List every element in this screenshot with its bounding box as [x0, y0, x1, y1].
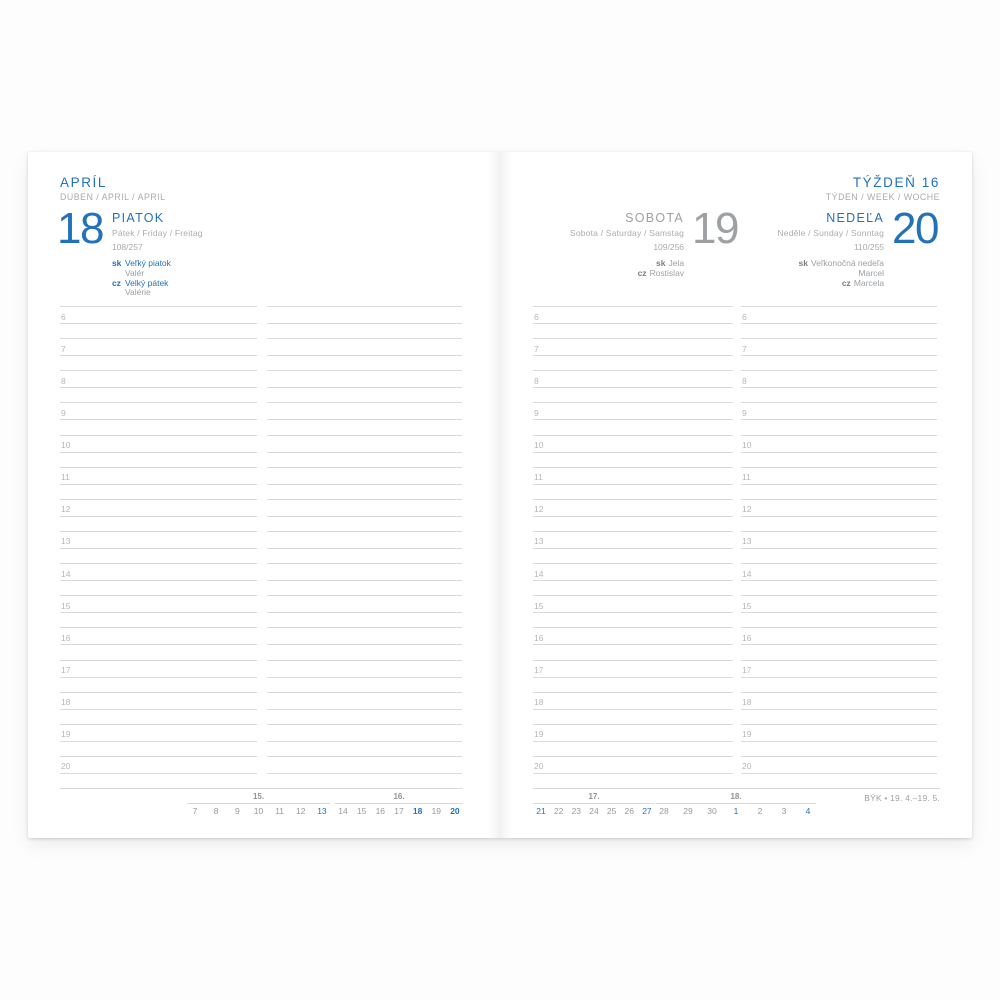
hour-ruled-line — [267, 773, 462, 774]
week-label: 16. — [335, 790, 463, 804]
hour-ruled-line — [741, 612, 937, 613]
hour-row — [60, 563, 257, 595]
hour-ruled-line — [741, 741, 937, 742]
hour-row — [60, 499, 257, 531]
day-cell: 28 — [659, 806, 669, 816]
holiday-text: Marcel — [858, 267, 885, 278]
hour-ruled-line — [60, 709, 257, 710]
hour-label: 16 — [534, 632, 544, 643]
friday-meta — [103, 209, 203, 298]
day-cell: 20 — [450, 806, 460, 816]
hour-ruled-line — [533, 741, 733, 742]
hour-row — [267, 595, 462, 627]
hour-ruled-line — [267, 612, 462, 613]
hour-row — [267, 627, 462, 659]
hour-row — [60, 531, 257, 563]
friday-hour-grid-right — [267, 306, 462, 788]
hour-ruled-line — [533, 516, 733, 517]
hour-ruled-line — [60, 419, 257, 420]
holiday-lang-label: sk — [798, 258, 809, 268]
hour-row — [533, 660, 733, 692]
hour-row — [741, 467, 937, 499]
hour-row — [60, 627, 257, 659]
day-cell: 4 — [805, 806, 811, 816]
hour-label: 11 — [61, 472, 70, 483]
hour-label: 15 — [534, 600, 544, 611]
holiday-text: Velký pátek — [124, 277, 169, 288]
hour-row — [267, 402, 462, 434]
hour-row — [60, 724, 257, 756]
hour-ruled-line — [741, 484, 937, 485]
week-group — [187, 790, 330, 816]
hour-ruled-line — [741, 677, 937, 678]
hour-ruled-line — [533, 612, 733, 613]
day-cell: 10 — [253, 806, 264, 816]
day-cell: 2 — [757, 806, 763, 816]
hour-label: 15 — [742, 600, 752, 611]
hour-row — [267, 563, 462, 595]
holiday-text: Jela — [668, 258, 685, 268]
hour-row — [267, 499, 462, 531]
hour-ruled-line — [741, 452, 937, 453]
saturday-header — [533, 204, 738, 279]
hour-row — [533, 306, 733, 338]
hour-row — [533, 756, 733, 788]
hour-row — [267, 692, 462, 724]
hour-ruled-line — [533, 709, 733, 710]
hour-ruled-line — [60, 355, 257, 356]
week-label: 17. — [533, 790, 655, 804]
day-cell: 25 — [606, 806, 617, 816]
saturday-day-name: SOBOTA — [625, 211, 685, 225]
hour-label: 8 — [742, 375, 747, 386]
holiday-text: Veľký piatok — [124, 258, 171, 268]
hour-row — [533, 627, 733, 659]
hour-ruled-line — [741, 580, 937, 581]
hour-ruled-line — [60, 516, 257, 517]
day-cell: 29 — [683, 806, 693, 816]
hour-row — [533, 563, 733, 595]
sunday-header — [741, 204, 938, 288]
hour-ruled-line — [267, 355, 462, 356]
hour-label: 18 — [534, 697, 544, 708]
hour-label: 13 — [534, 536, 544, 547]
hour-ruled-line — [267, 419, 462, 420]
zodiac-note: BÝK • 19. 4.–19. 5. — [864, 793, 940, 803]
week-title: TÝŽDEŇ 16 — [852, 175, 940, 190]
holiday-line — [777, 279, 884, 289]
day-cell: 17 — [394, 806, 404, 816]
hour-ruled-line — [533, 387, 733, 388]
hour-ruled-line — [267, 387, 462, 388]
day-cell: 7 — [192, 806, 198, 816]
hour-ruled-line — [533, 773, 733, 774]
hour-ruled-line — [60, 323, 257, 324]
hour-label: 9 — [742, 407, 747, 418]
day-cell: 26 — [624, 806, 635, 816]
hour-row — [60, 660, 257, 692]
hour-row — [741, 402, 937, 434]
saturday-day-of-year: 109/256 — [653, 242, 685, 252]
hour-label: 10 — [742, 440, 752, 451]
day-cell: 21 — [536, 806, 546, 816]
hour-label: 18 — [742, 697, 752, 708]
hour-label: 16 — [742, 632, 752, 643]
sunday-day-of-year: 110/255 — [853, 242, 885, 252]
sunday-day-subtitle: Neděle / Sunday / Sonntag — [777, 228, 885, 238]
day-cell: 3 — [781, 806, 787, 816]
hour-ruled-line — [267, 452, 462, 453]
hour-ruled-line — [533, 323, 733, 324]
friday-day-number: 18 — [57, 204, 103, 253]
hour-ruled-line — [741, 644, 937, 645]
hour-label: 8 — [61, 375, 66, 386]
holiday-text: Marcela — [853, 277, 885, 288]
hour-ruled-line — [741, 323, 937, 324]
month-title: APRÍL — [60, 175, 108, 190]
saturday-hour-grid — [533, 306, 733, 788]
hour-label: 18 — [61, 697, 71, 708]
sunday-meta — [777, 209, 892, 288]
hour-row — [533, 692, 733, 724]
hour-label: 7 — [742, 343, 747, 354]
hour-row — [533, 595, 733, 627]
week-days — [335, 804, 463, 816]
hour-label: 8 — [534, 375, 539, 386]
day-cell: 1 — [733, 806, 739, 816]
hour-label: 7 — [534, 343, 539, 354]
left-page — [28, 152, 500, 838]
saturday-day-number: 19 — [692, 204, 738, 253]
hour-row — [533, 499, 733, 531]
day-cell: 15 — [356, 806, 367, 816]
hour-row — [267, 306, 462, 338]
hour-row — [60, 338, 257, 370]
friday-hour-grid-left — [60, 306, 257, 788]
hour-label: 12 — [742, 504, 752, 515]
hour-label: 12 — [61, 504, 71, 515]
hour-ruled-line — [533, 677, 733, 678]
zodiac-row — [533, 788, 940, 820]
hour-label: 11 — [742, 472, 751, 483]
hour-ruled-line — [741, 709, 937, 710]
hour-label: 12 — [534, 504, 544, 515]
holiday-text: Rostislav — [649, 267, 685, 278]
hour-ruled-line — [60, 644, 257, 645]
hour-label: 19 — [61, 729, 71, 740]
hour-row — [741, 660, 937, 692]
holiday-line — [570, 269, 684, 279]
hour-ruled-line — [533, 452, 733, 453]
hour-row — [741, 499, 937, 531]
hour-row — [267, 338, 462, 370]
hour-label: 20 — [61, 761, 71, 772]
hour-ruled-line — [60, 773, 257, 774]
week-days — [187, 804, 330, 816]
hour-ruled-line — [60, 452, 257, 453]
hour-ruled-line — [60, 677, 257, 678]
hour-row — [741, 531, 937, 563]
hour-row — [741, 435, 937, 467]
hour-row — [267, 435, 462, 467]
hour-ruled-line — [60, 484, 257, 485]
hour-ruled-line — [267, 548, 462, 549]
holiday-line — [112, 288, 203, 298]
hour-ruled-line — [267, 644, 462, 645]
hour-ruled-line — [741, 548, 937, 549]
friday-day-subtitle: Pátek / Friday / Freitag — [111, 228, 203, 238]
hour-ruled-line — [60, 387, 257, 388]
hour-row — [741, 692, 937, 724]
hour-label: 6 — [534, 311, 539, 322]
hour-label: 20 — [742, 761, 752, 772]
hour-row — [267, 724, 462, 756]
hour-label: 10 — [61, 440, 71, 451]
hour-label: 14 — [534, 568, 544, 579]
hour-ruled-line — [60, 741, 257, 742]
friday-holiday-list — [112, 259, 203, 298]
holiday-lang-label: cz — [841, 277, 851, 288]
hour-row — [60, 370, 257, 402]
friday-day-name: PIATOK — [111, 211, 165, 225]
planner-sheet — [28, 152, 972, 838]
day-cell: 30 — [707, 806, 717, 816]
hour-label: 17 — [534, 665, 544, 676]
holiday-lang-label: cz — [111, 277, 121, 288]
hour-label: 14 — [61, 568, 71, 579]
sunday-hour-grid — [741, 306, 937, 788]
holiday-lang-label: sk — [111, 258, 122, 268]
hour-ruled-line — [267, 323, 462, 324]
day-cell: 16 — [375, 806, 386, 816]
hour-row — [60, 435, 257, 467]
week-label: 18. — [656, 790, 816, 804]
holiday-text: Valérie — [124, 287, 151, 298]
hour-ruled-line — [60, 580, 257, 581]
hour-label: 6 — [61, 311, 66, 322]
hour-ruled-line — [267, 677, 462, 678]
hour-ruled-line — [533, 580, 733, 581]
day-cell: 18 — [412, 806, 423, 816]
hour-row — [267, 531, 462, 563]
hour-row — [533, 402, 733, 434]
hour-ruled-line — [741, 773, 937, 774]
hour-label: 9 — [534, 407, 539, 418]
hour-ruled-line — [741, 516, 937, 517]
saturday-meta — [570, 209, 692, 279]
hour-row — [741, 595, 937, 627]
hour-row — [741, 724, 937, 756]
week-label: 15. — [187, 790, 330, 804]
sunday-day-number: 20 — [892, 204, 938, 253]
hour-label: 7 — [61, 343, 66, 354]
hour-row — [60, 306, 257, 338]
hour-row — [60, 692, 257, 724]
hour-row — [533, 435, 733, 467]
hour-row — [267, 660, 462, 692]
holiday-text: Valér — [124, 267, 145, 278]
hour-label: 16 — [61, 632, 71, 643]
saturday-day-subtitle: Sobota / Saturday / Samstag — [569, 228, 685, 238]
hour-label: 19 — [534, 729, 544, 740]
hour-row — [741, 627, 937, 659]
week-subtitle: TÝDEN / WEEK / WOCHE — [825, 192, 940, 202]
hour-label: 13 — [61, 536, 71, 547]
day-cell: 23 — [571, 806, 582, 816]
sunday-holiday-list — [777, 259, 884, 288]
hour-ruled-line — [267, 580, 462, 581]
right-page — [500, 152, 972, 838]
day-cell: 24 — [589, 806, 599, 816]
holiday-lang-label: cz — [637, 267, 647, 278]
hour-label: 17 — [61, 665, 71, 676]
week-group — [335, 790, 463, 816]
hour-label: 9 — [61, 407, 66, 418]
mini-calendar-left — [60, 788, 463, 820]
hour-row — [60, 595, 257, 627]
sunday-day-name: NEDEĽA — [826, 211, 885, 225]
saturday-holiday-list — [570, 259, 684, 279]
hour-ruled-line — [533, 548, 733, 549]
friday-day-of-year: 108/257 — [111, 242, 143, 252]
day-cell: 22 — [553, 806, 564, 816]
hour-row — [267, 467, 462, 499]
hour-ruled-line — [533, 355, 733, 356]
hour-label: 15 — [61, 600, 71, 611]
hour-row — [533, 338, 733, 370]
hour-row — [741, 756, 937, 788]
day-cell: 8 — [213, 806, 219, 816]
day-cell: 13 — [317, 806, 327, 816]
hour-row — [741, 370, 937, 402]
hour-ruled-line — [267, 484, 462, 485]
hour-row — [533, 724, 733, 756]
hour-label: 20 — [534, 761, 544, 772]
hour-label: 19 — [742, 729, 752, 740]
hour-ruled-line — [741, 387, 937, 388]
hour-ruled-line — [741, 355, 937, 356]
hour-label: 13 — [742, 536, 752, 547]
holiday-lang-label: sk — [655, 258, 666, 268]
month-subtitle: DUBEN / APRIL / APRIL — [60, 192, 166, 202]
day-cell: 11 — [275, 806, 285, 816]
hour-ruled-line — [60, 612, 257, 613]
hour-row — [60, 402, 257, 434]
hour-row — [267, 756, 462, 788]
holiday-text: Veľkonočná nedeľa — [811, 258, 885, 268]
hour-ruled-line — [267, 709, 462, 710]
day-cell: 19 — [431, 806, 442, 816]
hour-row — [741, 338, 937, 370]
hour-ruled-line — [267, 741, 462, 742]
hour-row — [533, 531, 733, 563]
hour-ruled-line — [741, 419, 937, 420]
hour-row — [60, 756, 257, 788]
friday-header — [57, 204, 203, 298]
hour-label: 11 — [534, 472, 543, 483]
day-cell: 12 — [296, 806, 306, 816]
hour-row — [741, 563, 937, 595]
hour-ruled-line — [267, 516, 462, 517]
hour-ruled-line — [60, 548, 257, 549]
hour-label: 17 — [742, 665, 752, 676]
hour-row — [533, 370, 733, 402]
hour-row — [267, 370, 462, 402]
hour-row — [533, 467, 733, 499]
hour-label: 10 — [534, 440, 544, 451]
hour-label: 14 — [742, 568, 752, 579]
day-cell: 27 — [642, 806, 652, 816]
hour-label: 6 — [742, 311, 747, 322]
hour-row — [60, 467, 257, 499]
day-cell: 14 — [338, 806, 348, 816]
hour-ruled-line — [533, 419, 733, 420]
hour-ruled-line — [533, 644, 733, 645]
day-cell: 9 — [234, 806, 240, 816]
hour-ruled-line — [533, 484, 733, 485]
hour-row — [741, 306, 937, 338]
